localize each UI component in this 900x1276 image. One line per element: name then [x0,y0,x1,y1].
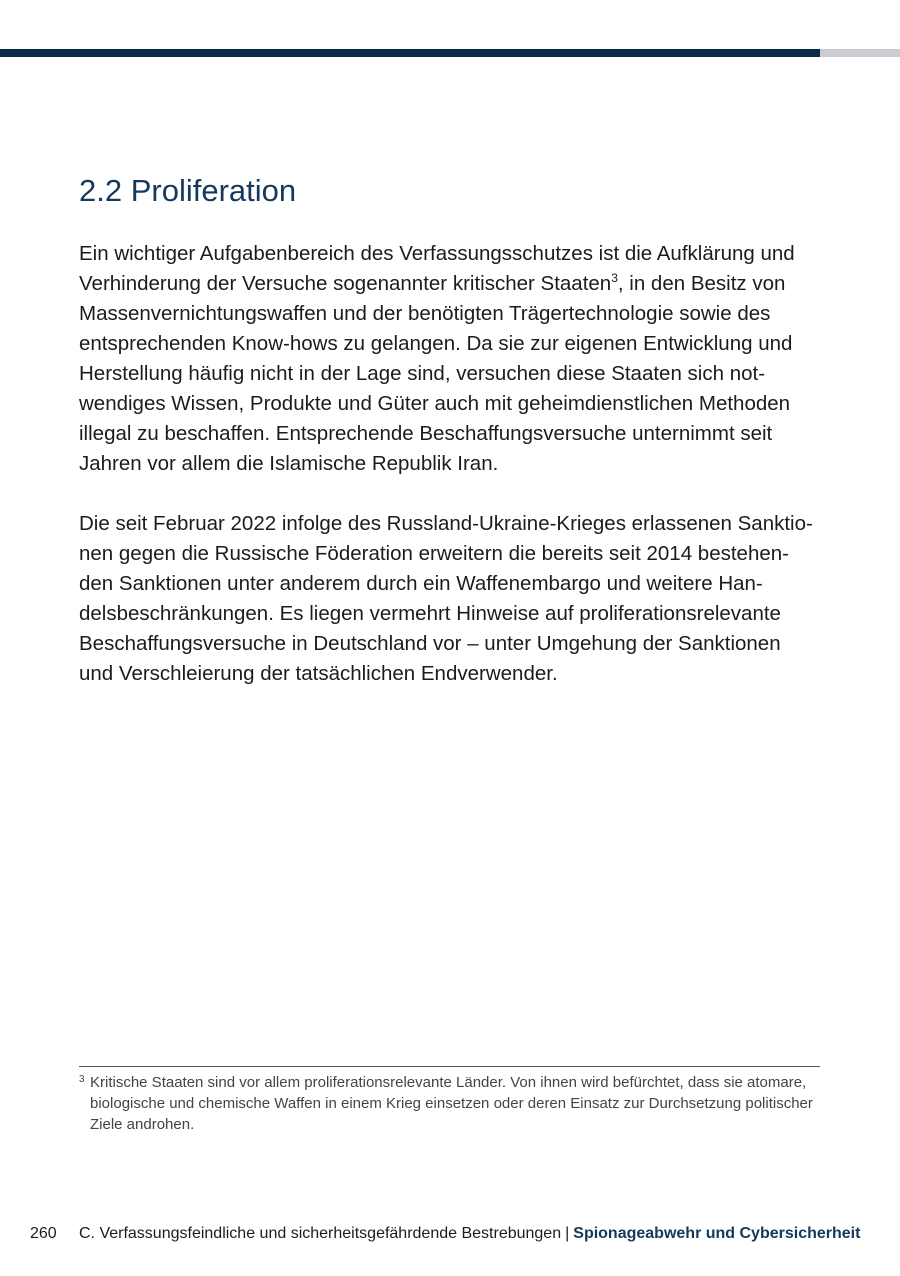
paragraph-line: und Verschleierung der tatsächlichen Endverwender. [79,662,558,685]
footer-separator: | [565,1225,570,1242]
paragraph-line-text: , in den Besitz von [617,272,786,295]
body-paragraph-2 [79,509,813,689]
footer-chapter: C. Verfassungsfeindliche und sicherheitsgefährdende Bestrebungen [79,1225,562,1242]
paragraph-line: entsprechenden Know-hows zu gelangen. Da sie zur eigenen Entwicklung und [79,332,793,355]
page-number: 260 [30,1225,57,1242]
body-paragraph-1 [79,239,795,479]
header-accent-bar [0,49,820,57]
header-accent-bar-light [820,49,900,57]
paragraph-line: illegal zu beschaffen. Entsprechende Beschaffungsversuche unternimmt seit [79,422,773,445]
paragraph-line: wendiges Wissen, Produkte und Güter auch mit geheimdienstlichen Methoden [79,392,791,415]
paragraph-line: Beschaffungsversuche in Deutschland vor – unter Umgehung der Sanktionen [79,632,781,655]
paragraph-line: Massenvernichtungswaffen und der benötigten Trägertechnologie sowie des [79,302,771,325]
paragraph-line: Die seit Februar 2022 infolge des Russland-Ukraine-Krieges erlassenen Sanktio- [79,512,813,535]
footnote-line: Ziele androhen. [90,1116,195,1133]
paragraph-line: delsbeschränkungen. Es liegen vermehrt Hinweise auf proliferationsrelevante [79,602,781,625]
paragraph-line: Jahren vor allem die Islamische Republik Iran. [79,452,499,475]
page-footer [30,1223,860,1245]
paragraph-line-text: Verhinderung der Versuche sogenannter kritischer Staaten [79,272,612,295]
footnote-reference[interactable]: 3 [611,271,618,286]
footer-section-title: Spionageabwehr und Cybersicherheit [573,1225,861,1242]
footnote-divider [79,1066,820,1067]
footnote-text [90,1072,824,1135]
footnote-marker: 3 [79,1074,85,1085]
paragraph-line: den Sanktionen unter anderem durch ein Waffenembargo und weitere Han- [79,572,763,595]
footnote-line: Kritische Staaten sind vor allem proliferationsrelevante Länder. Von ihnen wird befürchtet, dass sie atomare, [90,1074,807,1091]
footnote [79,1072,824,1135]
paragraph-line: nen gegen die Russische Föderation erweitern die bereits seit 2014 bestehen- [79,542,789,565]
footnote-line: biologische und chemische Waffen in einem Krieg einsetzen oder deren Einsatz zur Durchsetzung politischer [90,1095,813,1112]
section-heading: 2.2 Proliferation [79,173,297,208]
paragraph-line: Herstellung häufig nicht in der Lage sind, versuchen diese Staaten sich not- [79,362,766,385]
paragraph-line: Ein wichtiger Aufgabenbereich des Verfassungsschutzes ist die Aufklärung und [79,242,795,265]
paragraph-line [79,269,795,299]
